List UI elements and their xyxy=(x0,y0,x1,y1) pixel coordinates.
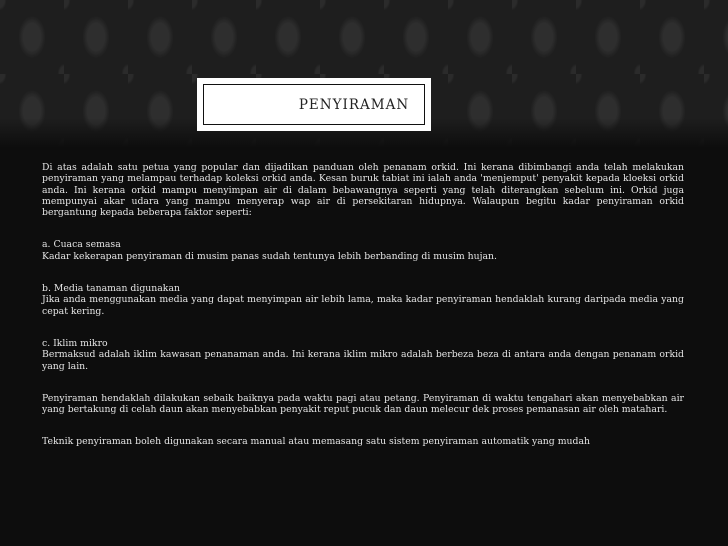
factor-c-text: Bermaksud adalah iklim kawasan penanaman anda. Ini kerana iklim mikro adalah berbeza beza di antara anda dengan penanam orkid yang lain. xyxy=(42,349,684,372)
title-box xyxy=(197,78,431,131)
factor-a-heading: a. Cuaca semasa xyxy=(42,239,121,251)
factor-c-heading: c. Iklim mikro xyxy=(42,337,108,349)
intro-paragraph: Di atas adalah satu petua yang popular dan dijadikan panduan oleh penanam orkid. Ini kerana dibimbangi anda telah melakukan penyiraman yang melampau terhadap koleksi orkid anda. Kesan buruk tabiat ini ialah anda 'menjemput' penyakit kepada kloeksi orkid anda. Ini kerana orkid mampu menyimpan air di dalam bebawangnya seperti yang telah diterangkan sebelum ini. Orkid juga mempunyai akar udara yang mampu menyerap wap air di persekitaran hidupnya. Walaupun begitu kadar penyiraman orkid bergantung kepada beberapa faktor seperti: xyxy=(42,162,684,219)
factor-b-heading: b. Media tanaman digunakan xyxy=(42,283,180,295)
slide-title: PENYIRAMAN xyxy=(298,96,410,113)
timing-paragraph: Penyiraman hendaklah dilakukan sebaik baiknya pada waktu pagi atau petang. Penyiraman di waktu tengahari akan menyebabkan air yang bertakung di celah daun akan menyebabkan penyakit reput pucuk dan daun melecur dek proses pemanasan air oleh matahari. xyxy=(42,392,684,416)
technique-paragraph: Teknik penyiraman boleh digunakan secara manual atau memasang satu sistem penyiraman automatik yang mudah xyxy=(42,436,590,448)
slide-body xyxy=(42,162,684,448)
factor-b-text: Jika anda menggunakan media yang dapat menyimpan air lebih lama, maka kadar penyiraman hendaklah kurang daripada media yang cepat kering. xyxy=(42,294,684,317)
title-frame xyxy=(203,84,425,125)
factor-a-text: Kadar kekerapan penyiraman di musim panas sudah tentunya lebih berbanding di musim hujan. xyxy=(42,250,497,262)
